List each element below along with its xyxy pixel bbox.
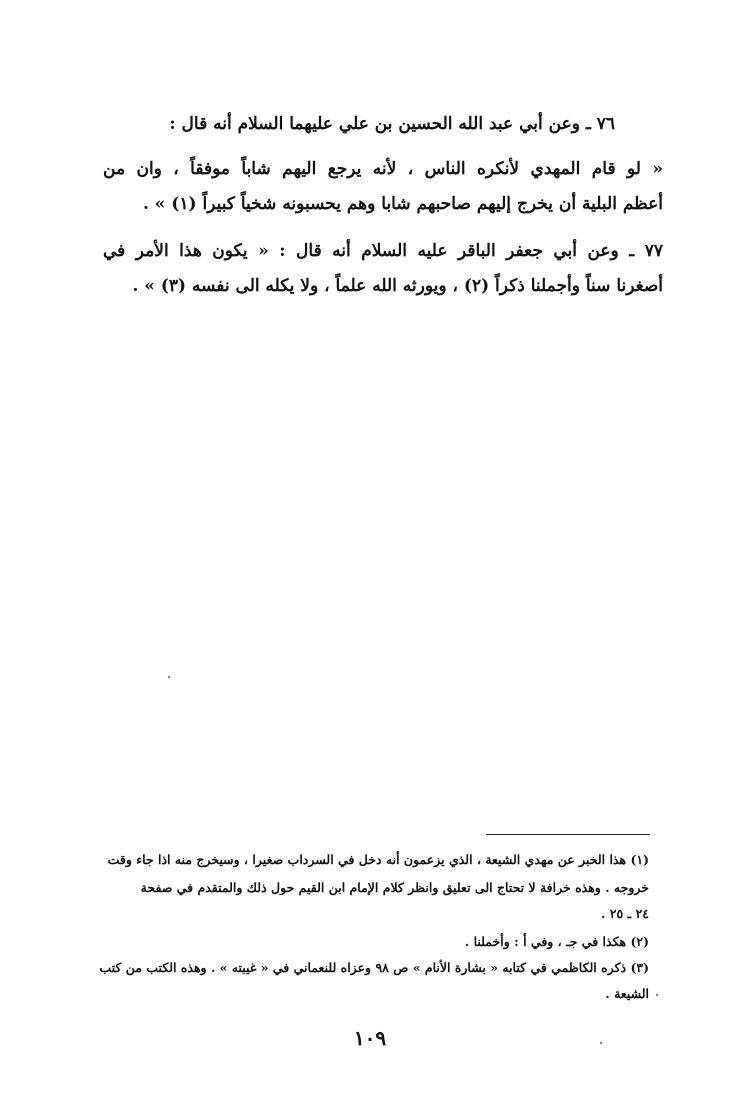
hadith-76-line-3: أعظم البلية أن يخرج إليهم صاحبهم شابا وهم يحسبونه شخياً كبيراً (١) » . <box>142 194 663 214</box>
hadith-76-line-2: « لو قام المهدي لأنكره الناس ، لأنه يرجع اليهم شاباً موفقاً ، وان من <box>103 159 663 179</box>
hadith-77-line-2: أصغرنا سناً وأجملنا ذكراً (٢) ، ويورثه الله علماً ، ولا يكله الى نفسه (٣) » . <box>132 276 663 296</box>
scan-speck <box>656 994 658 996</box>
page-number: ١٠٩ <box>353 1026 387 1050</box>
footnote-3-line-1: (٣) ذكره الكاظمي في كتابه « بشارة الأنام » ص ٩٨ وعزاه للنعماني في « غيبته » . وهذه الكتب من كتب <box>99 960 649 975</box>
footnote-separator <box>486 834 650 835</box>
hadith-76-line-1: ٧٦ ـ وعن أبي عبد الله الحسين بن علي عليهما السلام أنه قال : <box>169 114 615 134</box>
footnote-3-line-2: الشيعة . <box>605 986 649 1001</box>
footnote-2: (٢) هكذا في جـ ، وفي أ : وأخملنا . <box>464 934 649 949</box>
footnote-1-line-3: ٢٤ ـ ٢٥ . <box>601 906 649 921</box>
footnote-1-line-1: (١) هذا الخبر عن مهدي الشيعة ، الذي يزعمون أنه دخل في السرداب صغيرا ، وسيخرج منه اذا جاء وقت <box>107 852 649 867</box>
footnote-1-line-2: خروجه . وهذه خرافة لا تحتاج الى تعليق وانظر كلام الإمام ابن القيم حول ذلك والمتقدم في صفحة <box>140 880 649 895</box>
scan-speck <box>600 1042 602 1044</box>
hadith-77-line-1: ٧٧ ـ وعن أبي جعفر الباقر عليه السلام أنه قال : « يكون هذا الأمر في <box>103 241 663 261</box>
scan-speck <box>168 676 170 678</box>
